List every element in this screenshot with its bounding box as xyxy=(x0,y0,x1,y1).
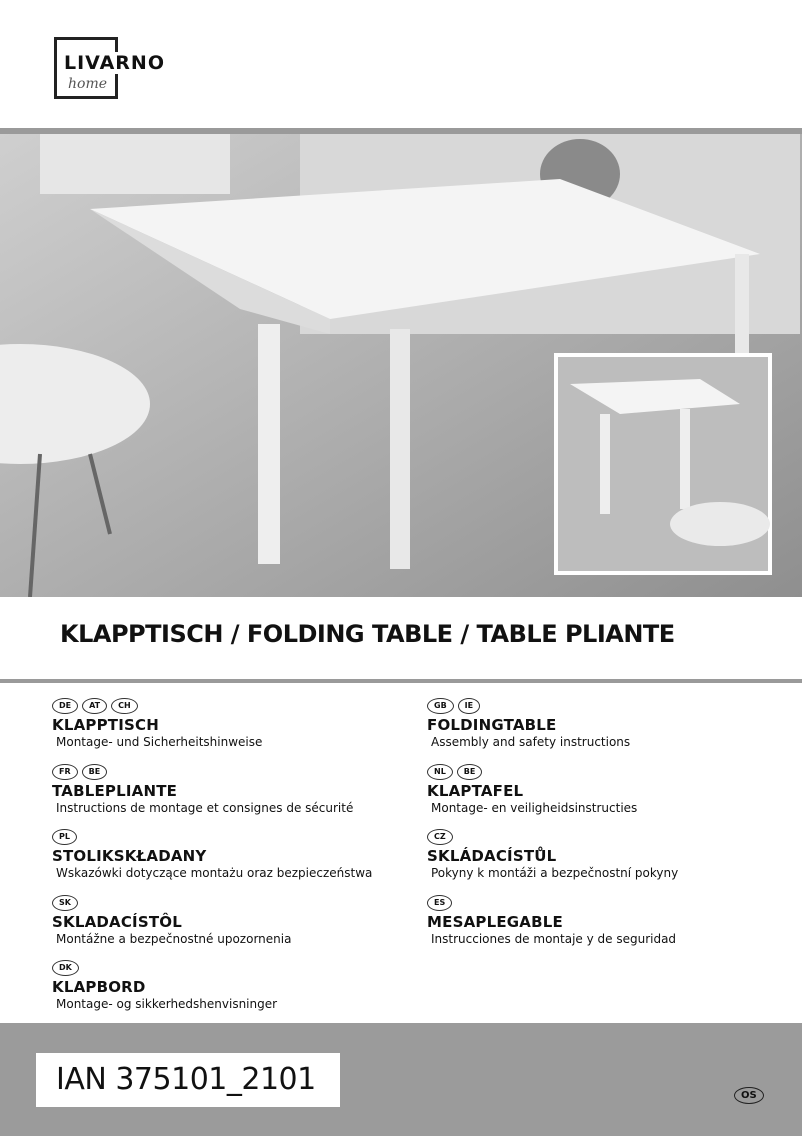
section-title: MESAPLEGABLE xyxy=(427,913,563,931)
country-badge: PL xyxy=(52,829,77,845)
language-section-es xyxy=(427,895,787,946)
section-title: TABLEPLIANTE xyxy=(52,782,178,800)
section-subtitle: Assembly and safety instructions xyxy=(431,735,631,749)
country-badge: CH xyxy=(111,698,138,714)
country-badge: CZ xyxy=(427,829,453,845)
country-badge: IE xyxy=(458,698,480,714)
section-subtitle: Instrucciones de montaje y de seguridad xyxy=(431,932,677,946)
language-section-fr xyxy=(52,764,412,815)
product-photo xyxy=(0,134,802,597)
section-title: STOLIKSKŁADANY xyxy=(52,847,207,865)
brand-logo: LIVARNO xyxy=(64,52,165,74)
section-title: FOLDINGTABLE xyxy=(427,716,557,734)
country-badge: DE xyxy=(52,698,78,714)
section-subtitle: Wskazówki dotyczące montażu oraz bezpieczeństwa xyxy=(56,866,373,880)
country-badge: GB xyxy=(427,698,454,714)
country-badge: NL xyxy=(427,764,453,780)
section-subtitle: Montage- en veiligheidsinstructies xyxy=(431,801,638,815)
country-badge: BE xyxy=(457,764,483,780)
country-badge: DK xyxy=(52,960,79,976)
country-badge: AT xyxy=(82,698,107,714)
language-section-sk xyxy=(52,895,412,946)
language-section-cz xyxy=(427,829,787,880)
country-badge: SK xyxy=(52,895,78,911)
section-subtitle: Instructions de montage et consignes de sécurité xyxy=(56,801,354,815)
country-badge: FR xyxy=(52,764,78,780)
country-badge: ES xyxy=(427,895,452,911)
section-title: KLAPBORD xyxy=(52,978,146,996)
title-divider xyxy=(0,679,802,683)
section-title: KLAPTAFEL xyxy=(427,782,524,800)
section-subtitle: Pokyny k montáži a bezpečnostní pokyny xyxy=(431,866,679,880)
section-subtitle: Montage- und Sicherheitshinweise xyxy=(56,735,263,749)
language-section-de xyxy=(52,698,412,749)
section-subtitle: Montážne a bezpečnostné upozornenia xyxy=(56,932,292,946)
section-subtitle: Montage- og sikkerhedshenvisninger xyxy=(56,997,278,1011)
ian-number: IAN 375101_2101 xyxy=(36,1053,340,1107)
section-title: SKLÁDACÍSTŮL xyxy=(427,847,557,865)
section-title: SKLADACÍSTÔL xyxy=(52,913,182,931)
language-section-pl xyxy=(52,829,412,880)
footer-badge: OS xyxy=(734,1087,764,1104)
country-badge: BE xyxy=(82,764,108,780)
brand-logo-sub: home xyxy=(68,76,108,92)
language-section-gb xyxy=(427,698,787,749)
language-section-dk xyxy=(52,960,412,1011)
document-title: KLAPPTISCH / FOLDING TABLE / TABLE PLIANTE xyxy=(60,620,675,648)
section-title: KLAPPTISCH xyxy=(52,716,159,734)
language-section-nl xyxy=(427,764,787,815)
